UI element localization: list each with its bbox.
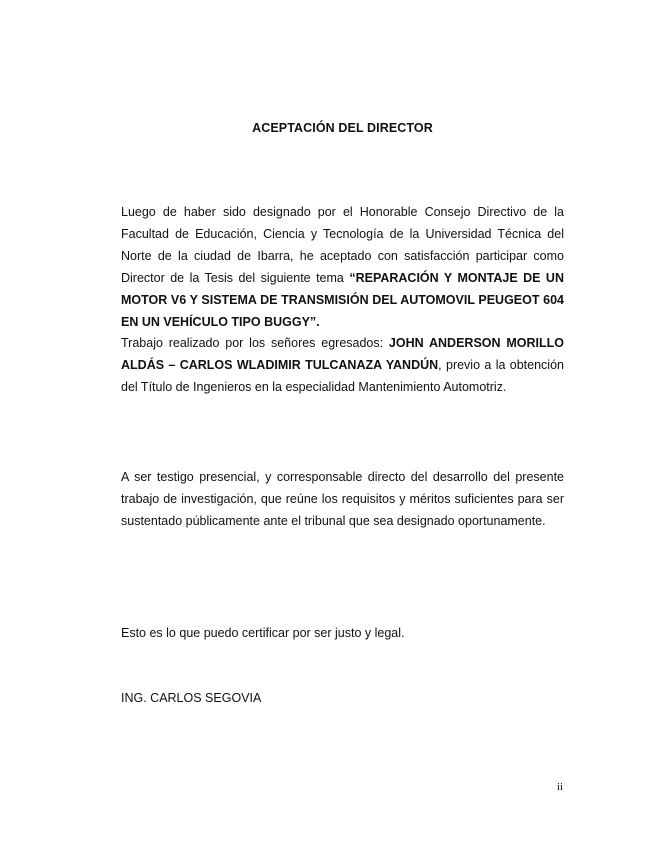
paragraph-designation-text: Luego de haber sido designado por el Honorable Consejo Directivo de la Facultad de Educación, Ciencia y Tecnología de la Universidad Técnica del Norte de la ciudad de Ibarra, he aceptado con satisfacción participar como Director de la Tesis del siguiente tema xyxy=(121,205,564,285)
paragraph-witness: A ser testigo presencial, y corresponsable directo del desarrollo del presente trabajo de investigación, que reúne los requisitos y méritos suficientes para ser sustentado públicamente ante el tribunal que sea designado oportunamente. xyxy=(121,470,564,528)
signature-name: ING. CARLOS SEGOVIA xyxy=(121,691,262,705)
paragraph-authors-outro: , previo a la obtención del Título de Ingenieros en la especialidad Mantenimiento Automotriz. xyxy=(121,358,564,394)
paragraph-authors-intro: Trabajo realizado por los señores egresados: xyxy=(121,336,389,350)
page-title: ACEPTACIÓN DEL DIRECTOR xyxy=(252,121,433,135)
paragraph-authors xyxy=(121,332,564,398)
thesis-title: “REPARACIÓN Y MONTAJE DE UN MOTOR V6 Y SISTEMA DE TRANSMISIÓN DEL AUTOMOVIL PEUGEOT 604 EN UN VEHÍCULO TIPO BUGGY”. xyxy=(121,271,564,329)
author-names: JOHN ANDERSON MORILLO ALDÁS – CARLOS WLADIMIR TULCANAZA YANDÚN xyxy=(121,336,564,372)
paragraph-certification: Esto es lo que puedo certificar por ser justo y legal. xyxy=(121,626,405,640)
paragraph-designation xyxy=(121,201,564,333)
page-number: ii xyxy=(557,781,564,793)
